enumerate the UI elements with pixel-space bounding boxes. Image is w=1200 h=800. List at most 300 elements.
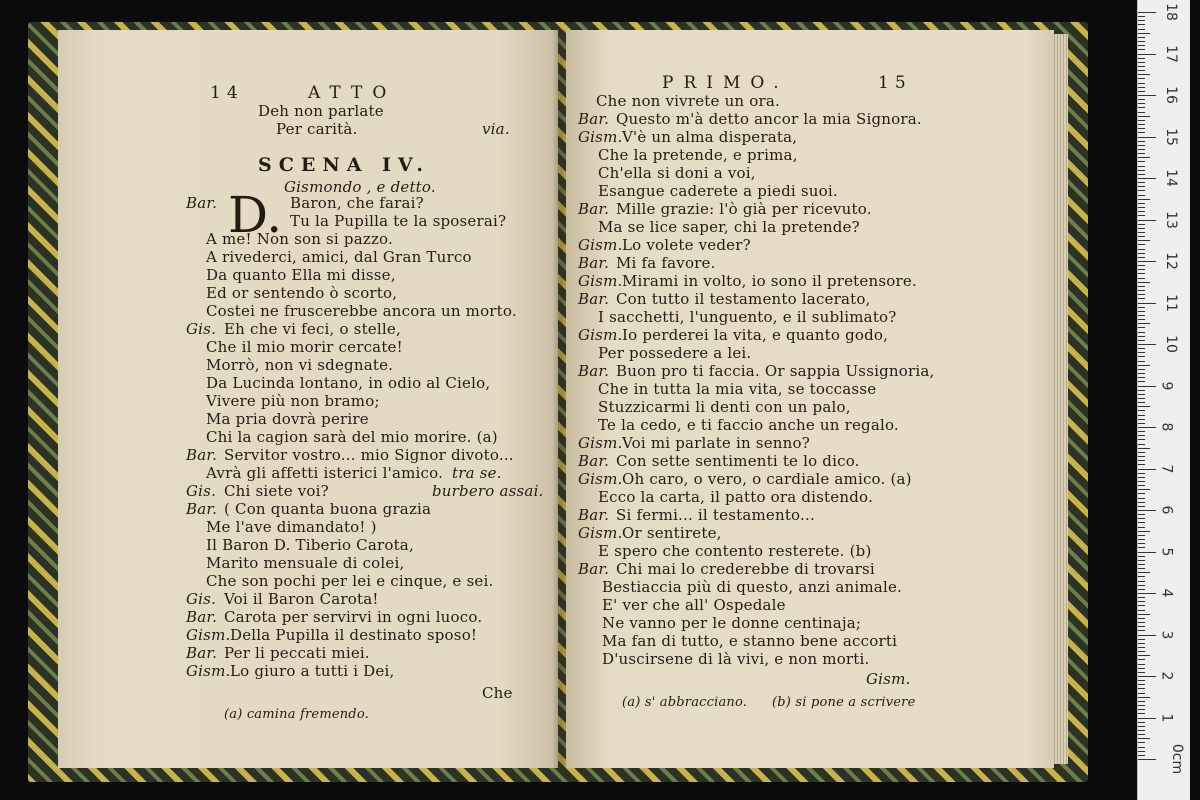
ruler-tick	[1138, 83, 1145, 84]
line: Della Pupilla il destinato sposo!	[230, 626, 478, 644]
ruler-tick	[1138, 107, 1145, 108]
catchword: Che	[482, 684, 513, 702]
speaker-label: Gism.	[186, 662, 231, 680]
ruler-tick	[1138, 166, 1145, 167]
ruler-tick	[1138, 253, 1145, 254]
line: Stuzzicarmi li denti con un palo,	[598, 398, 851, 416]
line: Ma pria dovrà perire	[206, 410, 369, 428]
ruler-number: 0cm	[1169, 743, 1186, 775]
ruler-tick	[1138, 473, 1145, 474]
measuring-ruler	[1137, 0, 1190, 800]
ruler-tick	[1138, 498, 1145, 499]
ruler-tick	[1138, 298, 1145, 299]
ruler-tick	[1138, 307, 1145, 308]
ruler-tick	[1138, 510, 1156, 511]
line: Ed or sentendo ò scorto,	[206, 284, 398, 302]
stage-direction: burbero assai.	[432, 482, 544, 500]
ruler-tick	[1138, 527, 1145, 528]
line: Avrà gli affetti isterici l'amico.	[206, 464, 444, 482]
ruler-tick	[1138, 556, 1145, 557]
ruler-tick	[1138, 282, 1150, 283]
ruler-tick	[1138, 87, 1145, 88]
ruler-number: 6	[1158, 505, 1175, 515]
ruler-tick	[1138, 676, 1156, 677]
ruler-tick	[1138, 315, 1145, 316]
ruler-tick	[1138, 190, 1145, 191]
ruler-tick	[1138, 419, 1145, 420]
ruler-tick	[1138, 601, 1145, 602]
ruler-tick	[1138, 249, 1145, 250]
ruler-tick	[1138, 635, 1156, 636]
line: Per carità.	[276, 120, 358, 138]
ruler-tick	[1138, 738, 1150, 739]
line: Me l'ave dimandato! )	[206, 518, 377, 536]
ruler-tick	[1138, 290, 1145, 291]
ruler-tick	[1138, 605, 1145, 606]
line: Ma fan di tutto, e stanno bene accorti	[602, 632, 898, 650]
ruler-tick	[1138, 340, 1145, 341]
ruler-number: 17	[1162, 44, 1179, 63]
ruler-tick	[1138, 680, 1145, 681]
line: Or sentirete,	[622, 524, 722, 542]
ruler-number: 5	[1158, 547, 1175, 556]
speaker-label: Bar.	[578, 452, 610, 470]
line: Servitor vostro... mio Signor divoto...	[224, 446, 514, 464]
line: Deh non parlate	[258, 102, 384, 120]
ruler-tick	[1138, 718, 1156, 719]
line: Chi la cagion sarà del mio morire. (a)	[206, 428, 498, 446]
ruler-tick	[1138, 294, 1145, 295]
line: Chi siete voi?	[224, 482, 329, 500]
ruler-tick	[1138, 336, 1145, 337]
line: Ne vanno per le donne centinaja;	[602, 614, 862, 632]
ruler-tick	[1138, 174, 1145, 175]
ruler-tick	[1138, 12, 1156, 13]
stage-direction: via.	[482, 120, 510, 138]
line: ( Con quanta buona grazia	[224, 500, 432, 518]
ruler-tick	[1138, 622, 1145, 623]
ruler-tick	[1138, 369, 1145, 370]
ruler-tick	[1138, 398, 1145, 399]
right-page	[566, 30, 1054, 768]
catchword: Gism.	[866, 670, 911, 688]
ruler-tick	[1138, 199, 1150, 200]
line: V'è un alma disperata,	[622, 128, 798, 146]
footnote: (a) camina fremendo.	[224, 707, 369, 722]
ruler-tick	[1138, 327, 1145, 328]
ruler-tick	[1138, 323, 1150, 324]
footnote-a: (a) s' abbracciano.	[622, 695, 748, 710]
speaker-label: Gis.	[186, 482, 217, 500]
ruler-tick	[1138, 153, 1145, 154]
ruler-tick	[1138, 701, 1145, 702]
ruler-number: 14	[1162, 169, 1179, 187]
ruler-tick	[1138, 751, 1145, 752]
ruler-tick	[1138, 759, 1156, 760]
ruler-tick	[1138, 207, 1145, 208]
ruler-tick	[1138, 589, 1145, 590]
speaker-label: Gism.	[186, 626, 231, 644]
ruler-tick	[1138, 332, 1145, 333]
left-page-number: 14	[210, 83, 244, 103]
ruler-tick	[1138, 568, 1145, 569]
ruler-tick	[1138, 664, 1145, 665]
line: Chi mai lo crederebbe di trovarsi	[616, 560, 875, 578]
ruler-tick	[1138, 522, 1145, 523]
line: Si fermi... il testamento...	[616, 506, 815, 524]
ruler-tick	[1138, 444, 1145, 445]
ruler-tick	[1138, 564, 1145, 565]
line: Buon pro ti faccia. Or sappia Ussignoria,	[616, 362, 935, 380]
ruler-tick	[1138, 643, 1145, 644]
ruler-tick	[1138, 178, 1156, 179]
line: Eh che vi feci, o stelle,	[224, 320, 401, 338]
ruler-tick	[1138, 672, 1145, 673]
ruler-number: 9	[1158, 381, 1175, 390]
ruler-tick	[1138, 49, 1145, 50]
ruler-tick	[1138, 647, 1145, 648]
ruler-tick	[1138, 552, 1156, 553]
ruler-tick	[1138, 576, 1145, 577]
ruler-number: 4	[1158, 588, 1175, 598]
ruler-tick	[1138, 78, 1145, 79]
line: I sacchetti, l'unguento, e il sublimato?	[598, 308, 897, 326]
ruler-tick	[1138, 58, 1145, 59]
ruler-tick	[1138, 618, 1145, 619]
ruler-tick	[1138, 161, 1145, 162]
speaker-label: Bar.	[578, 560, 610, 578]
ruler-tick	[1138, 394, 1145, 395]
ruler-tick	[1138, 62, 1145, 63]
ruler-tick	[1138, 747, 1145, 748]
line: Questo m'à detto ancor la mia Signora.	[616, 110, 922, 128]
ruler-tick	[1138, 157, 1150, 158]
ruler-tick	[1138, 344, 1156, 345]
speaker-label: Gism.	[578, 524, 623, 542]
ruler-tick	[1138, 303, 1156, 304]
ruler-tick	[1138, 381, 1145, 382]
footnote-b: (b) si pone a scrivere	[772, 695, 916, 710]
ruler-tick	[1138, 70, 1145, 71]
speaker-label: Bar.	[186, 500, 218, 518]
ruler-tick	[1138, 240, 1150, 241]
line: Con sette sentimenti te lo dico.	[616, 452, 860, 470]
line: Oh caro, o vero, o cardiale amico. (a)	[622, 470, 912, 488]
ruler-tick	[1138, 373, 1145, 374]
right-page-number: 15	[878, 73, 912, 93]
ruler-tick	[1138, 456, 1145, 457]
ruler-number: 11	[1162, 293, 1179, 312]
ruler-tick	[1138, 132, 1145, 133]
ruler-tick	[1138, 610, 1145, 611]
right-running-head: PRIMO.	[662, 73, 789, 93]
line: Te la cedo, e ti faccio anche un regalo.	[598, 416, 899, 434]
ruler-tick	[1138, 730, 1145, 731]
ruler-tick	[1138, 572, 1150, 573]
speaker-label: Gis.	[186, 590, 217, 608]
ruler-tick	[1138, 469, 1156, 470]
ruler-tick	[1138, 195, 1145, 196]
drop-cap: D.	[228, 186, 283, 244]
ruler-tick	[1138, 103, 1145, 104]
line: Per li peccati miei.	[224, 644, 370, 662]
ruler-tick	[1138, 348, 1145, 349]
line: Baron, che farai?	[290, 194, 424, 212]
ruler-tick	[1138, 66, 1145, 67]
speaker-label: Bar.	[186, 644, 218, 662]
ruler-tick	[1138, 406, 1150, 407]
line: Ch'ella si doni a voi,	[598, 164, 756, 182]
ruler-tick	[1138, 215, 1145, 216]
ruler-tick	[1138, 481, 1145, 482]
line: Che il mio morir cercate!	[206, 338, 403, 356]
line: Morrò, non vi sdegnate.	[206, 356, 394, 374]
line: Ecco la carta, il patto ora distendo.	[598, 488, 873, 506]
ruler-tick	[1138, 273, 1145, 274]
speaker-label: Bar.	[578, 254, 610, 272]
ruler-tick	[1138, 630, 1145, 631]
ruler-tick	[1138, 597, 1145, 598]
speaker-label: Bar.	[578, 110, 610, 128]
speaker-label: Bar.	[578, 200, 610, 218]
left-page	[58, 30, 558, 768]
line: Costei ne fruscerebbe ancora un morto.	[206, 302, 517, 320]
ruler-tick	[1138, 41, 1145, 42]
ruler-tick	[1138, 386, 1156, 387]
scene-title: SCENA IV.	[258, 154, 430, 176]
speaker-label: Bar.	[186, 194, 218, 212]
ruler-tick	[1138, 265, 1145, 266]
line: Che son pochi per lei e cinque, e sei.	[206, 572, 494, 590]
ruler-tick	[1138, 95, 1156, 96]
ruler-tick	[1138, 506, 1145, 507]
ruler-tick	[1138, 651, 1145, 652]
ruler-tick	[1138, 726, 1145, 727]
ruler-tick	[1138, 581, 1145, 582]
ruler-tick	[1138, 319, 1145, 320]
ruler-tick	[1138, 585, 1145, 586]
line: Voi il Baron Carota!	[224, 590, 379, 608]
ruler-tick	[1138, 560, 1145, 561]
line: Il Baron D. Tiberio Carota,	[206, 536, 414, 554]
line: Per possedere a lei.	[598, 344, 752, 362]
ruler-tick	[1138, 734, 1145, 735]
ruler-tick	[1138, 755, 1145, 756]
ruler-tick	[1138, 24, 1145, 25]
ruler-tick	[1138, 688, 1145, 689]
line: Mille grazie: l'ò già per ricevuto.	[616, 200, 872, 218]
ruler-tick	[1138, 45, 1145, 46]
ruler-tick	[1138, 402, 1145, 403]
line: Vivere più non bramo;	[206, 392, 380, 410]
speaker-label: Gism.	[578, 434, 623, 452]
scene-subtitle: Gismondo , e detto.	[284, 178, 436, 196]
line: Con tutto il testamento lacerato,	[616, 290, 871, 308]
speaker-label: Gism.	[578, 272, 623, 290]
speaker-label: Bar.	[578, 362, 610, 380]
ruler-tick	[1138, 547, 1145, 548]
ruler-tick	[1138, 244, 1145, 245]
ruler-tick	[1138, 489, 1150, 490]
ruler-tick	[1138, 20, 1145, 21]
speaker-label: Gis.	[186, 320, 217, 338]
ruler-tick	[1138, 37, 1145, 38]
speaker-label: Gism.	[578, 236, 623, 254]
ruler-tick	[1138, 713, 1145, 714]
ruler-tick	[1138, 439, 1145, 440]
ruler-tick	[1138, 377, 1145, 378]
ruler-tick	[1138, 477, 1145, 478]
speaker-label: Bar.	[186, 608, 218, 626]
ruler-tick	[1138, 543, 1145, 544]
ruler-tick	[1138, 502, 1145, 503]
ruler-tick	[1138, 352, 1145, 353]
ruler-number: 3	[1158, 630, 1175, 639]
speaker-label: Bar.	[578, 290, 610, 308]
ruler-tick	[1138, 431, 1145, 432]
ruler-tick	[1138, 531, 1150, 532]
speaker-label: Bar.	[186, 446, 218, 464]
ruler-tick	[1138, 659, 1145, 660]
ruler-tick	[1138, 697, 1150, 698]
line: Esangue caderete a piedi suoi.	[598, 182, 838, 200]
ruler-tick	[1138, 464, 1145, 465]
ruler-tick	[1138, 278, 1145, 279]
line: Mi fa favore.	[616, 254, 716, 272]
ruler-tick	[1138, 390, 1145, 391]
ruler-tick	[1138, 435, 1145, 436]
ruler-tick	[1138, 593, 1156, 594]
ruler-number: 7	[1158, 464, 1175, 473]
line: Ma se lice saper, chi la pretende?	[598, 218, 860, 236]
ruler-tick	[1138, 141, 1145, 142]
ruler-number: 16	[1162, 86, 1179, 104]
ruler-number: 10	[1162, 335, 1179, 353]
ruler-number: 18	[1162, 3, 1179, 21]
line: Mirami in volto, io sono il pretensore.	[622, 272, 917, 290]
ruler-tick	[1138, 124, 1145, 125]
ruler-tick	[1138, 224, 1145, 225]
line: Bestiaccia più di questo, anzi animale.	[602, 578, 902, 596]
ruler-tick	[1138, 257, 1145, 258]
ruler-tick	[1138, 742, 1145, 743]
ruler-tick	[1138, 149, 1145, 150]
ruler-tick	[1138, 286, 1145, 287]
line: A rivederci, amici, dal Gran Turco	[206, 248, 472, 266]
ruler-tick	[1138, 356, 1145, 357]
ruler-tick	[1138, 655, 1150, 656]
line: Che la pretende, e prima,	[598, 146, 798, 164]
ruler-tick	[1138, 452, 1145, 453]
line: E' ver che all' Ospedale	[602, 596, 786, 614]
ruler-number: 8	[1158, 422, 1175, 432]
line: Che non vivrete un ora.	[596, 92, 780, 110]
ruler-tick	[1138, 518, 1145, 519]
line: Lo giuro a tutti i Dei,	[230, 662, 395, 680]
ruler-tick	[1138, 91, 1145, 92]
ruler-tick	[1138, 705, 1145, 706]
ruler-tick	[1138, 170, 1145, 171]
speaker-label: Gism.	[578, 326, 623, 344]
ruler-tick	[1138, 269, 1145, 270]
ruler-tick	[1138, 232, 1145, 233]
ruler-tick	[1138, 228, 1145, 229]
ruler-tick	[1138, 539, 1145, 540]
ruler-tick	[1138, 361, 1145, 362]
line: Io perderei la vita, e quanto godo,	[622, 326, 889, 344]
ruler-tick	[1138, 29, 1145, 30]
ruler-tick	[1138, 145, 1145, 146]
speaker-label: Bar.	[578, 506, 610, 524]
ruler-tick	[1138, 120, 1145, 121]
ruler-tick	[1138, 626, 1145, 627]
ruler-tick	[1138, 614, 1150, 615]
ruler-tick	[1138, 311, 1145, 312]
ruler-tick	[1138, 128, 1145, 129]
ruler-number: 13	[1162, 210, 1179, 229]
line: Da Lucinda lontano, in odio al Cielo,	[206, 374, 491, 392]
ruler-tick	[1138, 722, 1145, 723]
ruler-tick	[1138, 709, 1145, 710]
ruler-tick	[1138, 684, 1145, 685]
ruler-tick	[1138, 74, 1150, 75]
line: Lo volete veder?	[622, 236, 751, 254]
line: Carota per servirvi in ogni luoco.	[224, 608, 483, 626]
ruler-number: 2	[1158, 671, 1175, 681]
line: Voi mi parlate in senno?	[622, 434, 810, 452]
ruler-tick	[1138, 427, 1156, 428]
ruler-number: 15	[1162, 127, 1179, 146]
line: Che in tutta la mia vita, se toccasse	[598, 380, 877, 398]
ruler-tick	[1138, 182, 1145, 183]
ruler-tick	[1138, 493, 1145, 494]
ruler-tick	[1138, 668, 1145, 669]
ruler-tick	[1138, 485, 1145, 486]
left-running-head: ATTO	[308, 83, 397, 103]
line: Tu la Pupilla te la sposerai?	[290, 212, 507, 230]
ruler-tick	[1138, 99, 1145, 100]
ruler-tick	[1138, 415, 1145, 416]
ruler-tick	[1138, 448, 1150, 449]
ruler-tick	[1138, 137, 1156, 138]
ruler-tick	[1138, 514, 1145, 515]
line: Marito mensuale di colei,	[206, 554, 405, 572]
stage-direction: tra se.	[452, 464, 502, 482]
line: A me! Non son si pazzo.	[206, 230, 393, 248]
ruler-tick	[1138, 220, 1156, 221]
ruler-tick	[1138, 186, 1145, 187]
ruler-tick	[1138, 693, 1145, 694]
ruler-tick	[1138, 460, 1145, 461]
ruler-number: 12	[1162, 252, 1179, 270]
ruler-tick	[1138, 535, 1145, 536]
ruler-tick	[1138, 365, 1150, 366]
ruler-tick	[1138, 112, 1145, 113]
line: E spero che contento resterete. (b)	[598, 542, 872, 560]
ruler-tick	[1138, 16, 1145, 17]
ruler-tick	[1138, 54, 1156, 55]
ruler-number: 1	[1158, 713, 1175, 722]
line: D'uscirsene di là vivi, e non morti.	[602, 650, 870, 668]
ruler-tick	[1138, 116, 1150, 117]
ruler-tick	[1138, 211, 1145, 212]
ruler-tick	[1138, 410, 1145, 411]
ruler-tick	[1138, 33, 1150, 34]
ruler-tick	[1138, 203, 1145, 204]
ruler-tick	[1138, 639, 1145, 640]
ruler-tick	[1138, 261, 1156, 262]
ruler-tick	[1138, 423, 1145, 424]
